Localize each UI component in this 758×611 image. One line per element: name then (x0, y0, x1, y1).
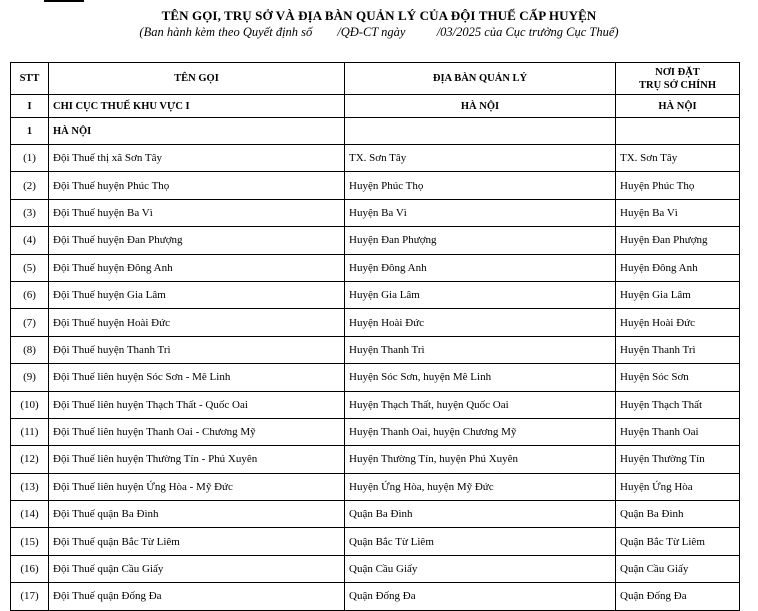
table-row (11, 227, 740, 254)
row-hq: Huyện Thanh Oai (616, 418, 740, 445)
row-stt: (16) (11, 555, 49, 582)
row-name: Đội Thuế huyện Phúc Thọ (49, 172, 345, 199)
row-name: Đội Thuế huyện Hoài Đức (49, 309, 345, 336)
group-row (11, 95, 740, 118)
col-header-hq: NƠI ĐẶT TRỤ SỞ CHÍNH (616, 63, 740, 95)
row-hq: TX. Sơn Tây (616, 145, 740, 172)
row-stt: (14) (11, 501, 49, 528)
row-hq: Huyện Ba Vì (616, 199, 740, 226)
row-name: Đội Thuế quận Cầu Giấy (49, 555, 345, 582)
table-row (11, 172, 740, 199)
row-hq: Huyện Đan Phượng (616, 227, 740, 254)
row-area: Huyện Ba Vì (345, 199, 616, 226)
row-stt: (2) (11, 172, 49, 199)
row-area: Quận Ba Đình (345, 501, 616, 528)
row-area: Huyện Thường Tín, huyện Phú Xuyên (345, 446, 616, 473)
row-hq: Huyện Sóc Sơn (616, 364, 740, 391)
row-stt: (17) (11, 583, 49, 610)
table-row (11, 145, 740, 172)
row-stt: (13) (11, 473, 49, 500)
col-header-name: TÊN GỌI (49, 63, 345, 95)
row-stt: (9) (11, 364, 49, 391)
table-row (11, 418, 740, 445)
row-name: Đội Thuế liên huyện Ứng Hòa - Mỹ Đức (49, 473, 345, 500)
row-area: Huyện Ứng Hòa, huyện Mỹ Đức (345, 473, 616, 500)
row-area: Huyện Đan Phượng (345, 227, 616, 254)
table-row (11, 254, 740, 281)
row-stt: (6) (11, 281, 49, 308)
group-name: CHI CỤC THUẾ KHU VỰC I (49, 95, 345, 118)
row-name: Đội Thuế huyện Đông Anh (49, 254, 345, 281)
top-rule (44, 0, 84, 2)
row-name: Đội Thuế quận Đống Đa (49, 583, 345, 610)
row-name: Đội Thuế liên huyện Sóc Sơn - Mê Linh (49, 364, 345, 391)
row-hq: Quận Đống Đa (616, 583, 740, 610)
table-row (11, 501, 740, 528)
table-row (11, 555, 740, 582)
row-area: Huyện Hoài Đức (345, 309, 616, 336)
row-hq: Quận Ba Đình (616, 501, 740, 528)
row-name: Đội Thuế huyện Ba Vì (49, 199, 345, 226)
col-header-stt: STT (11, 63, 49, 95)
table-row (11, 391, 740, 418)
row-stt: (4) (11, 227, 49, 254)
group-hq: HÀ NỘI (616, 95, 740, 118)
row-name: Đội Thuế quận Bắc Từ Liêm (49, 528, 345, 555)
table-row (11, 309, 740, 336)
row-name: Đội Thuế liên huyện Thường Tín - Phú Xuyên (49, 446, 345, 473)
row-stt: (1) (11, 145, 49, 172)
group-stt: I (11, 95, 49, 118)
row-area: Huyện Sóc Sơn, huyện Mê Linh (345, 364, 616, 391)
table-row (11, 473, 740, 500)
table-row (11, 199, 740, 226)
row-stt: (7) (11, 309, 49, 336)
table-row (11, 446, 740, 473)
row-name: Đội Thuế huyện Đan Phượng (49, 227, 345, 254)
row-hq: Huyện Thường Tín (616, 446, 740, 473)
table-row (11, 364, 740, 391)
row-name: Đội Thuế thị xã Sơn Tây (49, 145, 345, 172)
row-name: Đội Thuế huyện Gia Lâm (49, 281, 345, 308)
row-name: Đội Thuế huyện Thanh Trì (49, 336, 345, 363)
row-hq: Quận Bắc Từ Liêm (616, 528, 740, 555)
row-stt: (3) (11, 199, 49, 226)
row-stt: (5) (11, 254, 49, 281)
row-stt: (11) (11, 418, 49, 445)
table-row (11, 336, 740, 363)
row-stt: (15) (11, 528, 49, 555)
row-area: Huyện Phúc Thọ (345, 172, 616, 199)
row-stt: (12) (11, 446, 49, 473)
document-subtitle: (Ban hành kèm theo Quyết định số /QĐ-CT ngày /03/2025 của Cục trưởng Cục Thuế) (139, 25, 619, 39)
subgroup-area (345, 118, 616, 145)
row-hq: Huyện Hoài Đức (616, 309, 740, 336)
row-name: Đội Thuế liên huyện Thạch Thất - Quốc Oai (49, 391, 345, 418)
subgroup-hq (616, 118, 740, 145)
district-tax-team-table (10, 62, 740, 611)
row-hq: Huyện Gia Lâm (616, 281, 740, 308)
row-area: Quận Đống Đa (345, 583, 616, 610)
table-row (11, 281, 740, 308)
row-hq: Huyện Thạch Thất (616, 391, 740, 418)
document-title: TÊN GỌI, TRỤ SỞ VÀ ĐỊA BÀN QUẢN LÝ CỦA ĐỘI THUẾ CẤP HUYỆN (161, 8, 597, 23)
row-area: Huyện Gia Lâm (345, 281, 616, 308)
subgroup-name: HÀ NỘI (49, 118, 345, 145)
row-name: Đội Thuế quận Ba Đình (49, 501, 345, 528)
row-area: Huyện Thanh Trì (345, 336, 616, 363)
row-area: Huyện Đông Anh (345, 254, 616, 281)
row-stt: (10) (11, 391, 49, 418)
row-hq: Huyện Ứng Hòa (616, 473, 740, 500)
row-area: Quận Bắc Từ Liêm (345, 528, 616, 555)
table-row (11, 583, 740, 610)
row-name: Đội Thuế liên huyện Thanh Oai - Chương Mỹ (49, 418, 345, 445)
row-stt: (8) (11, 336, 49, 363)
row-area: Quận Cầu Giấy (345, 555, 616, 582)
row-area: TX. Sơn Tây (345, 145, 616, 172)
subgroup-row (11, 118, 740, 145)
row-hq: Quận Cầu Giấy (616, 555, 740, 582)
row-hq: Huyện Thanh Trì (616, 336, 740, 363)
table-header-row (11, 63, 740, 95)
col-header-area: ĐỊA BÀN QUẢN LÝ (345, 63, 616, 95)
row-area: Huyện Thanh Oai, huyện Chương Mỹ (345, 418, 616, 445)
subgroup-stt: 1 (11, 118, 49, 145)
row-hq: Huyện Phúc Thọ (616, 172, 740, 199)
row-hq: Huyện Đông Anh (616, 254, 740, 281)
table-row (11, 528, 740, 555)
group-area: HÀ NỘI (345, 95, 616, 118)
row-area: Huyện Thạch Thất, huyện Quốc Oai (345, 391, 616, 418)
